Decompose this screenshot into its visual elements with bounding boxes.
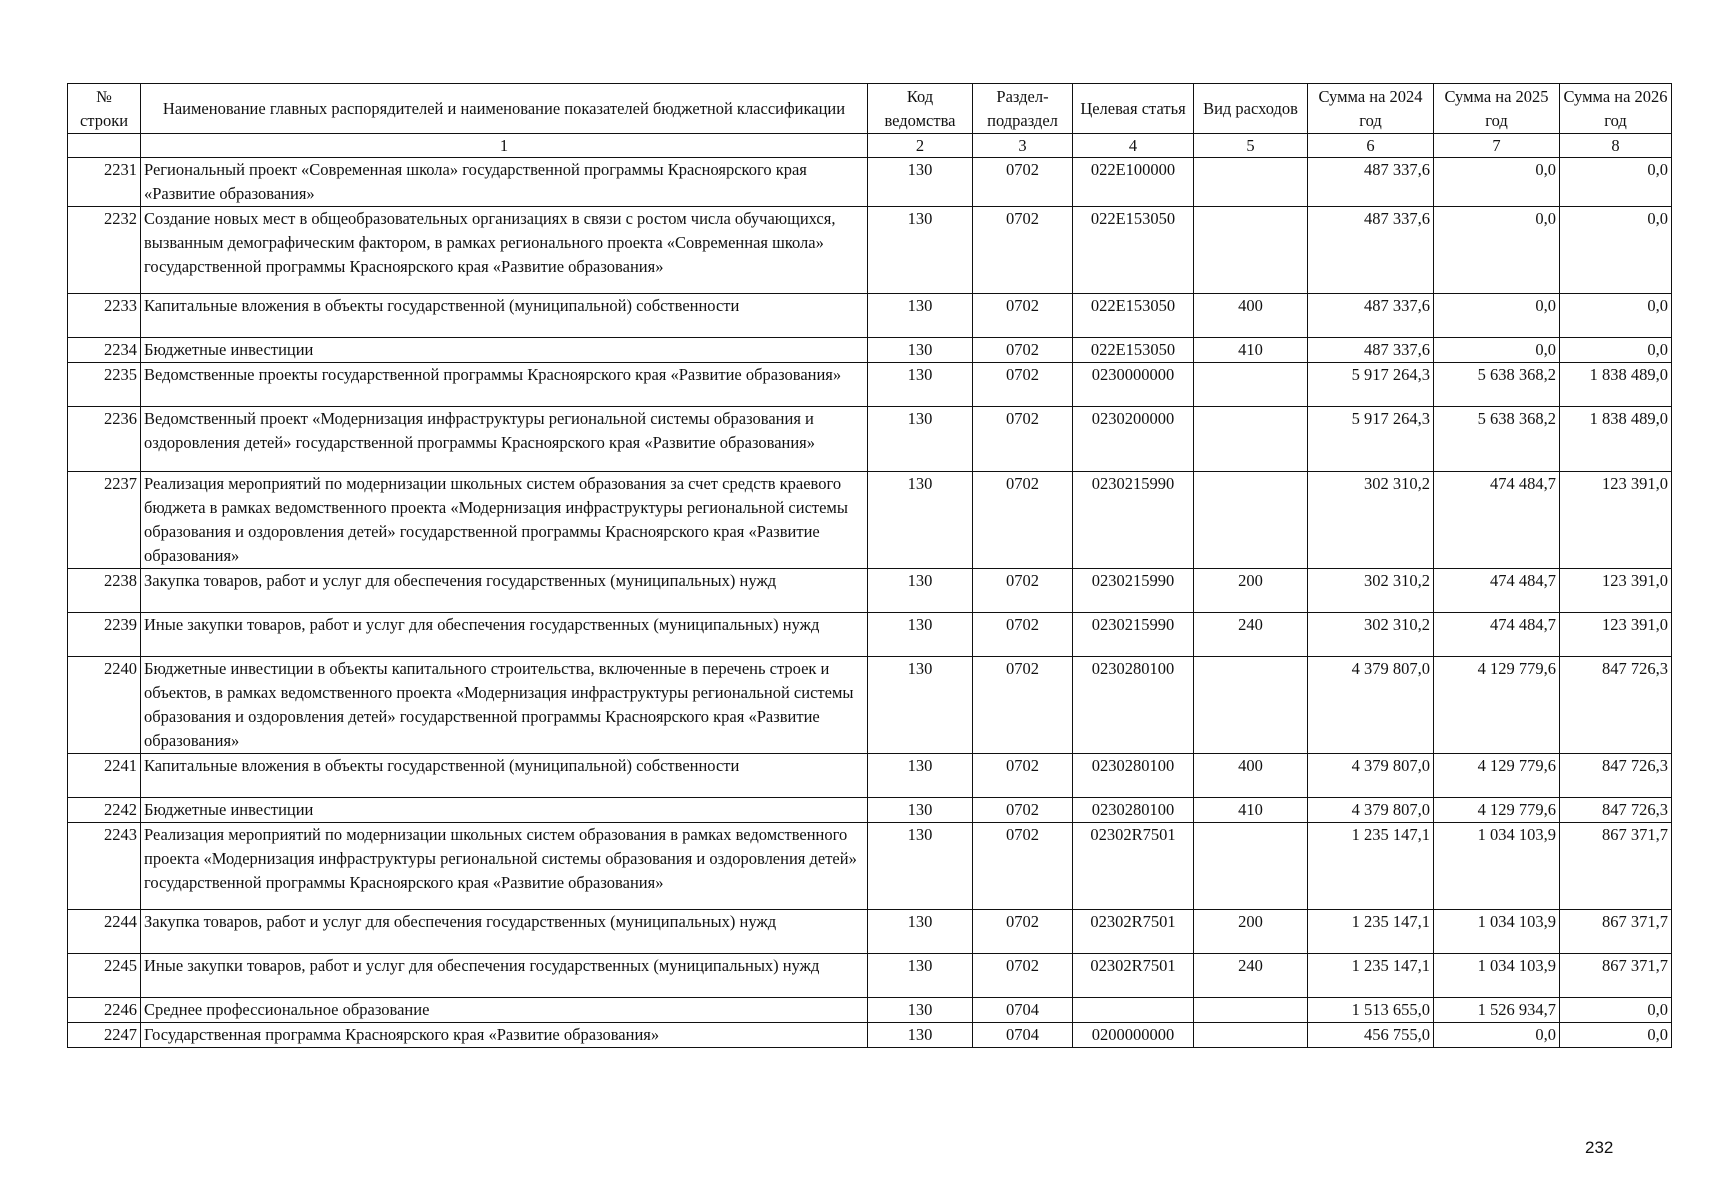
row-name-cell: Иные закупки товаров, работ и услуг для обеспечения государственных (муниципальных) нужд bbox=[141, 613, 868, 657]
section-cell: 0702 bbox=[973, 657, 1073, 754]
sum-2026-cell: 867 371,7 bbox=[1560, 910, 1672, 954]
sum-2024-cell: 4 379 807,0 bbox=[1308, 657, 1434, 754]
dept-code-cell: 130 bbox=[868, 1023, 973, 1048]
sum-2025-cell: 1 034 103,9 bbox=[1434, 910, 1560, 954]
budget-table bbox=[67, 83, 1672, 1048]
target-cell: 0230200000 bbox=[1073, 407, 1194, 472]
sum-2026-cell: 867 371,7 bbox=[1560, 954, 1672, 998]
expense-type-cell: 400 bbox=[1194, 294, 1308, 338]
expense-type-cell bbox=[1194, 998, 1308, 1023]
table-row bbox=[68, 294, 1672, 338]
section-cell: 0702 bbox=[973, 613, 1073, 657]
row-name-cell: Капитальные вложения в объекты государственной (муниципальной) собственности bbox=[141, 754, 868, 798]
sum-2024-cell: 487 337,6 bbox=[1308, 158, 1434, 207]
row-number-cell: 2235 bbox=[68, 363, 141, 407]
row-name-cell: Реализация мероприятий по модернизации школьных систем образования в рамках ведомственного проекта «Модернизация инфраструктуры региональной системы образования и оздоровления детей» государственной программы Красноярского края «Развитие образования» bbox=[141, 823, 868, 910]
table-row bbox=[68, 207, 1672, 294]
sum-2026-cell: 0,0 bbox=[1560, 158, 1672, 207]
section-cell: 0704 bbox=[973, 998, 1073, 1023]
sum-2025-cell: 474 484,7 bbox=[1434, 613, 1560, 657]
dept-code-cell: 130 bbox=[868, 954, 973, 998]
dept-code-cell: 130 bbox=[868, 823, 973, 910]
target-cell: 0230280100 bbox=[1073, 798, 1194, 823]
expense-type-cell bbox=[1194, 407, 1308, 472]
section-cell: 0702 bbox=[973, 569, 1073, 613]
row-name-cell: Ведомственный проект «Модернизация инфраструктуры региональной системы образования и оздоровления детей» государственной программы Красноярского края «Развитие образования» bbox=[141, 407, 868, 472]
section-cell: 0702 bbox=[973, 472, 1073, 569]
sum-2024-cell: 302 310,2 bbox=[1308, 569, 1434, 613]
table-row bbox=[68, 613, 1672, 657]
row-name-cell: Реализация мероприятий по модернизации школьных систем образования за счет средств краевого бюджета в рамках ведомственного проекта «Модернизация инфраструктуры региональной системы образования и оздоровления детей» государственной программы Красноярского края «Развитие образования» bbox=[141, 472, 868, 569]
sum-2024-cell: 456 755,0 bbox=[1308, 1023, 1434, 1048]
sum-2026-cell: 847 726,3 bbox=[1560, 657, 1672, 754]
expense-type-cell: 240 bbox=[1194, 613, 1308, 657]
dept-code-cell: 130 bbox=[868, 294, 973, 338]
row-number-cell: 2240 bbox=[68, 657, 141, 754]
table-row bbox=[68, 657, 1672, 754]
column-number: 7 bbox=[1434, 134, 1560, 158]
row-number-cell: 2238 bbox=[68, 569, 141, 613]
expense-type-cell: 410 bbox=[1194, 338, 1308, 363]
row-name-cell: Бюджетные инвестиции в объекты капитального строительства, включенные в перечень строек и объектов, в рамках ведомственного проекта «Модернизация инфраструктуры региональной системы образования и оздоровления детей» государственной программы Красноярского края «Развитие образования» bbox=[141, 657, 868, 754]
column-number: 1 bbox=[141, 134, 868, 158]
expense-type-cell: 400 bbox=[1194, 754, 1308, 798]
row-name-cell: Капитальные вложения в объекты государственной (муниципальной) собственности bbox=[141, 294, 868, 338]
row-number-cell: 2237 bbox=[68, 472, 141, 569]
table-row bbox=[68, 823, 1672, 910]
column-number bbox=[68, 134, 141, 158]
sum-2026-cell: 0,0 bbox=[1560, 998, 1672, 1023]
sum-2025-cell: 5 638 368,2 bbox=[1434, 407, 1560, 472]
target-cell: 022Е153050 bbox=[1073, 207, 1194, 294]
table-row bbox=[68, 363, 1672, 407]
row-name-cell: Создание новых мест в общеобразовательных организациях в связи с ростом числа обучающихся, вызванным демографическим фактором, в рамках регионального проекта «Современная школа» государственной программы Красноярского края «Развитие образования» bbox=[141, 207, 868, 294]
header-row-no: № строки bbox=[68, 84, 141, 134]
sum-2026-cell: 1 838 489,0 bbox=[1560, 407, 1672, 472]
section-cell: 0702 bbox=[973, 823, 1073, 910]
sum-2026-cell: 847 726,3 bbox=[1560, 798, 1672, 823]
sum-2026-cell: 1 838 489,0 bbox=[1560, 363, 1672, 407]
expense-type-cell: 200 bbox=[1194, 910, 1308, 954]
row-number-cell: 2234 bbox=[68, 338, 141, 363]
row-number-cell: 2239 bbox=[68, 613, 141, 657]
target-cell: 0200000000 bbox=[1073, 1023, 1194, 1048]
section-cell: 0702 bbox=[973, 754, 1073, 798]
header-expense-type: Вид расходов bbox=[1194, 84, 1308, 134]
header-sum-2025: Сумма на 2025 год bbox=[1434, 84, 1560, 134]
row-number-cell: 2243 bbox=[68, 823, 141, 910]
table-row bbox=[68, 158, 1672, 207]
table-row bbox=[68, 407, 1672, 472]
header-sum-2026: Сумма на 2026 год bbox=[1560, 84, 1672, 134]
expense-type-cell: 200 bbox=[1194, 569, 1308, 613]
dept-code-cell: 130 bbox=[868, 158, 973, 207]
target-cell: 02302R7501 bbox=[1073, 823, 1194, 910]
row-number-cell: 2241 bbox=[68, 754, 141, 798]
row-name-cell: Среднее профессиональное образование bbox=[141, 998, 868, 1023]
sum-2024-cell: 487 337,6 bbox=[1308, 294, 1434, 338]
row-number-cell: 2245 bbox=[68, 954, 141, 998]
section-cell: 0702 bbox=[973, 798, 1073, 823]
column-number: 5 bbox=[1194, 134, 1308, 158]
header-name: Наименование главных распорядителей и наименование показателей бюджетной классификации bbox=[141, 84, 868, 134]
section-cell: 0702 bbox=[973, 207, 1073, 294]
dept-code-cell: 130 bbox=[868, 754, 973, 798]
target-cell: 0230000000 bbox=[1073, 363, 1194, 407]
table-row bbox=[68, 910, 1672, 954]
sum-2026-cell: 123 391,0 bbox=[1560, 472, 1672, 569]
sum-2025-cell: 1 526 934,7 bbox=[1434, 998, 1560, 1023]
row-number-cell: 2232 bbox=[68, 207, 141, 294]
sum-2024-cell: 4 379 807,0 bbox=[1308, 798, 1434, 823]
section-cell: 0702 bbox=[973, 363, 1073, 407]
dept-code-cell: 130 bbox=[868, 363, 973, 407]
expense-type-cell bbox=[1194, 207, 1308, 294]
section-cell: 0702 bbox=[973, 158, 1073, 207]
column-numbers-row bbox=[68, 134, 1672, 158]
section-cell: 0702 bbox=[973, 407, 1073, 472]
sum-2025-cell: 0,0 bbox=[1434, 294, 1560, 338]
target-cell: 022Е100000 bbox=[1073, 158, 1194, 207]
sum-2024-cell: 302 310,2 bbox=[1308, 613, 1434, 657]
sum-2025-cell: 5 638 368,2 bbox=[1434, 363, 1560, 407]
header-target: Целевая статья bbox=[1073, 84, 1194, 134]
sum-2024-cell: 4 379 807,0 bbox=[1308, 754, 1434, 798]
column-number: 4 bbox=[1073, 134, 1194, 158]
row-number-cell: 2246 bbox=[68, 998, 141, 1023]
table-row bbox=[68, 798, 1672, 823]
row-number-cell: 2247 bbox=[68, 1023, 141, 1048]
expense-type-cell: 410 bbox=[1194, 798, 1308, 823]
header-row bbox=[68, 84, 1672, 134]
target-cell: 022Е153050 bbox=[1073, 338, 1194, 363]
column-number: 8 bbox=[1560, 134, 1672, 158]
row-name-cell: Закупка товаров, работ и услуг для обеспечения государственных (муниципальных) нужд bbox=[141, 910, 868, 954]
sum-2025-cell: 1 034 103,9 bbox=[1434, 823, 1560, 910]
sum-2024-cell: 5 917 264,3 bbox=[1308, 363, 1434, 407]
sum-2026-cell: 0,0 bbox=[1560, 1023, 1672, 1048]
section-cell: 0704 bbox=[973, 1023, 1073, 1048]
table-row bbox=[68, 472, 1672, 569]
sum-2024-cell: 487 337,6 bbox=[1308, 338, 1434, 363]
sum-2025-cell: 1 034 103,9 bbox=[1434, 954, 1560, 998]
sum-2024-cell: 1 235 147,1 bbox=[1308, 910, 1434, 954]
expense-type-cell: 240 bbox=[1194, 954, 1308, 998]
header-sum-2024: Сумма на 2024 год bbox=[1308, 84, 1434, 134]
target-cell: 0230280100 bbox=[1073, 754, 1194, 798]
sum-2025-cell: 0,0 bbox=[1434, 158, 1560, 207]
expense-type-cell bbox=[1194, 657, 1308, 754]
target-cell: 0230215990 bbox=[1073, 613, 1194, 657]
sum-2025-cell: 474 484,7 bbox=[1434, 472, 1560, 569]
sum-2025-cell: 4 129 779,6 bbox=[1434, 798, 1560, 823]
section-cell: 0702 bbox=[973, 954, 1073, 998]
expense-type-cell bbox=[1194, 472, 1308, 569]
table-row bbox=[68, 338, 1672, 363]
target-cell: 0230215990 bbox=[1073, 472, 1194, 569]
target-cell bbox=[1073, 998, 1194, 1023]
sum-2024-cell: 302 310,2 bbox=[1308, 472, 1434, 569]
sum-2026-cell: 123 391,0 bbox=[1560, 613, 1672, 657]
sum-2026-cell: 847 726,3 bbox=[1560, 754, 1672, 798]
row-number-cell: 2242 bbox=[68, 798, 141, 823]
expense-type-cell bbox=[1194, 158, 1308, 207]
table-row bbox=[68, 954, 1672, 998]
section-cell: 0702 bbox=[973, 294, 1073, 338]
dept-code-cell: 130 bbox=[868, 472, 973, 569]
sum-2026-cell: 0,0 bbox=[1560, 294, 1672, 338]
sum-2025-cell: 4 129 779,6 bbox=[1434, 657, 1560, 754]
sum-2024-cell: 487 337,6 bbox=[1308, 207, 1434, 294]
row-number-cell: 2231 bbox=[68, 158, 141, 207]
sum-2026-cell: 867 371,7 bbox=[1560, 823, 1672, 910]
row-name-cell: Ведомственные проекты государственной программы Красноярского края «Развитие образования» bbox=[141, 363, 868, 407]
target-cell: 0230280100 bbox=[1073, 657, 1194, 754]
sum-2025-cell: 0,0 bbox=[1434, 1023, 1560, 1048]
column-number: 6 bbox=[1308, 134, 1434, 158]
sum-2025-cell: 0,0 bbox=[1434, 338, 1560, 363]
dept-code-cell: 130 bbox=[868, 207, 973, 294]
sum-2026-cell: 0,0 bbox=[1560, 338, 1672, 363]
target-cell: 02302R7501 bbox=[1073, 954, 1194, 998]
dept-code-cell: 130 bbox=[868, 407, 973, 472]
dept-code-cell: 130 bbox=[868, 998, 973, 1023]
row-name-cell: Региональный проект «Современная школа» государственной программы Красноярского края «Развитие образования» bbox=[141, 158, 868, 207]
sum-2025-cell: 4 129 779,6 bbox=[1434, 754, 1560, 798]
row-name-cell: Бюджетные инвестиции bbox=[141, 798, 868, 823]
page-number: 232 bbox=[1585, 1138, 1614, 1157]
sum-2024-cell: 1 235 147,1 bbox=[1308, 954, 1434, 998]
dept-code-cell: 130 bbox=[868, 569, 973, 613]
row-name-cell: Государственная программа Красноярского края «Развитие образования» bbox=[141, 1023, 868, 1048]
sum-2025-cell: 0,0 bbox=[1434, 207, 1560, 294]
expense-type-cell bbox=[1194, 363, 1308, 407]
sum-2026-cell: 123 391,0 bbox=[1560, 569, 1672, 613]
table-row bbox=[68, 998, 1672, 1023]
sum-2024-cell: 1 235 147,1 bbox=[1308, 823, 1434, 910]
row-name-cell: Иные закупки товаров, работ и услуг для обеспечения государственных (муниципальных) нужд bbox=[141, 954, 868, 998]
row-name-cell: Бюджетные инвестиции bbox=[141, 338, 868, 363]
dept-code-cell: 130 bbox=[868, 798, 973, 823]
sum-2026-cell: 0,0 bbox=[1560, 207, 1672, 294]
row-name-cell: Закупка товаров, работ и услуг для обеспечения государственных (муниципальных) нужд bbox=[141, 569, 868, 613]
target-cell: 022Е153050 bbox=[1073, 294, 1194, 338]
sum-2024-cell: 5 917 264,3 bbox=[1308, 407, 1434, 472]
header-section: Раздел-подраздел bbox=[973, 84, 1073, 134]
table-row bbox=[68, 754, 1672, 798]
column-number: 3 bbox=[973, 134, 1073, 158]
expense-type-cell bbox=[1194, 1023, 1308, 1048]
section-cell: 0702 bbox=[973, 338, 1073, 363]
target-cell: 02302R7501 bbox=[1073, 910, 1194, 954]
row-number-cell: 2244 bbox=[68, 910, 141, 954]
table-row bbox=[68, 1023, 1672, 1048]
sum-2025-cell: 474 484,7 bbox=[1434, 569, 1560, 613]
dept-code-cell: 130 bbox=[868, 613, 973, 657]
dept-code-cell: 130 bbox=[868, 910, 973, 954]
row-number-cell: 2233 bbox=[68, 294, 141, 338]
column-number: 2 bbox=[868, 134, 973, 158]
dept-code-cell: 130 bbox=[868, 657, 973, 754]
sum-2024-cell: 1 513 655,0 bbox=[1308, 998, 1434, 1023]
target-cell: 0230215990 bbox=[1073, 569, 1194, 613]
header-dept-code: Код ведомства bbox=[868, 84, 973, 134]
table-row bbox=[68, 569, 1672, 613]
table-body bbox=[68, 158, 1672, 1048]
expense-type-cell bbox=[1194, 823, 1308, 910]
row-number-cell: 2236 bbox=[68, 407, 141, 472]
dept-code-cell: 130 bbox=[868, 338, 973, 363]
section-cell: 0702 bbox=[973, 910, 1073, 954]
